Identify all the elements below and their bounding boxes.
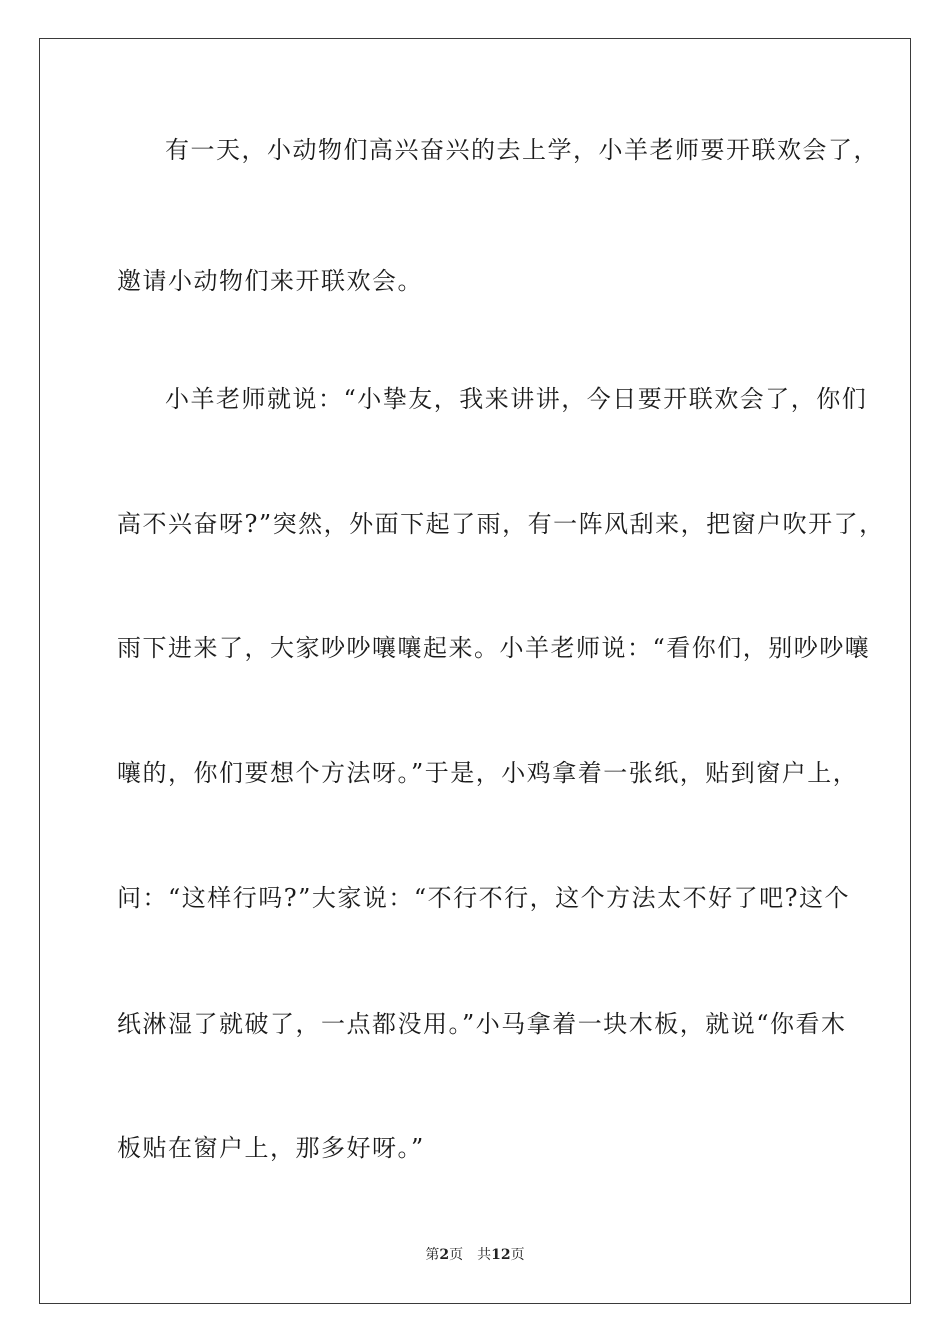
text-line-9: 板贴在窗户上，那多好呀。” <box>117 1134 425 1162</box>
footer-prefix: 第 <box>425 1247 440 1263</box>
text-line-5: 雨下进来了，大家吵吵嚷嚷起来。小羊老师说：“看你们，别吵吵嚷 <box>117 634 871 662</box>
page-border <box>39 38 911 1304</box>
footer-page-number: 2 <box>439 1247 450 1263</box>
text-line-1: 有一天，小动物们高兴奋兴的去上学，小羊老师要开联欢会了， <box>165 136 879 164</box>
footer-mid: 页 共 <box>449 1247 492 1263</box>
text-line-4: 高不兴奋呀?”突然，外面下起了雨，有一阵风刮来，把窗户吹开了， <box>117 510 885 538</box>
footer-total-pages: 12 <box>491 1247 511 1263</box>
page-footer <box>0 1246 950 1264</box>
text-line-6: 嚷的，你们要想个方法呀。”于是，小鸡拿着一张纸，贴到窗户上， <box>117 759 859 787</box>
text-line-3: 小羊老师就说：“小挚友，我来讲讲，今日要开联欢会了，你们 <box>165 385 868 413</box>
text-line-8: 纸淋湿了就破了，一点都没用。”小马拿着一块木板，就说“你看木 <box>117 1010 847 1038</box>
footer-suffix: 页 <box>510 1247 525 1263</box>
text-line-2: 邀请小动物们来开联欢会。 <box>117 267 423 295</box>
text-line-7: 问：“这样行吗?”大家说：“不行不行，这个方法太不好了吧?这个 <box>117 884 851 912</box>
